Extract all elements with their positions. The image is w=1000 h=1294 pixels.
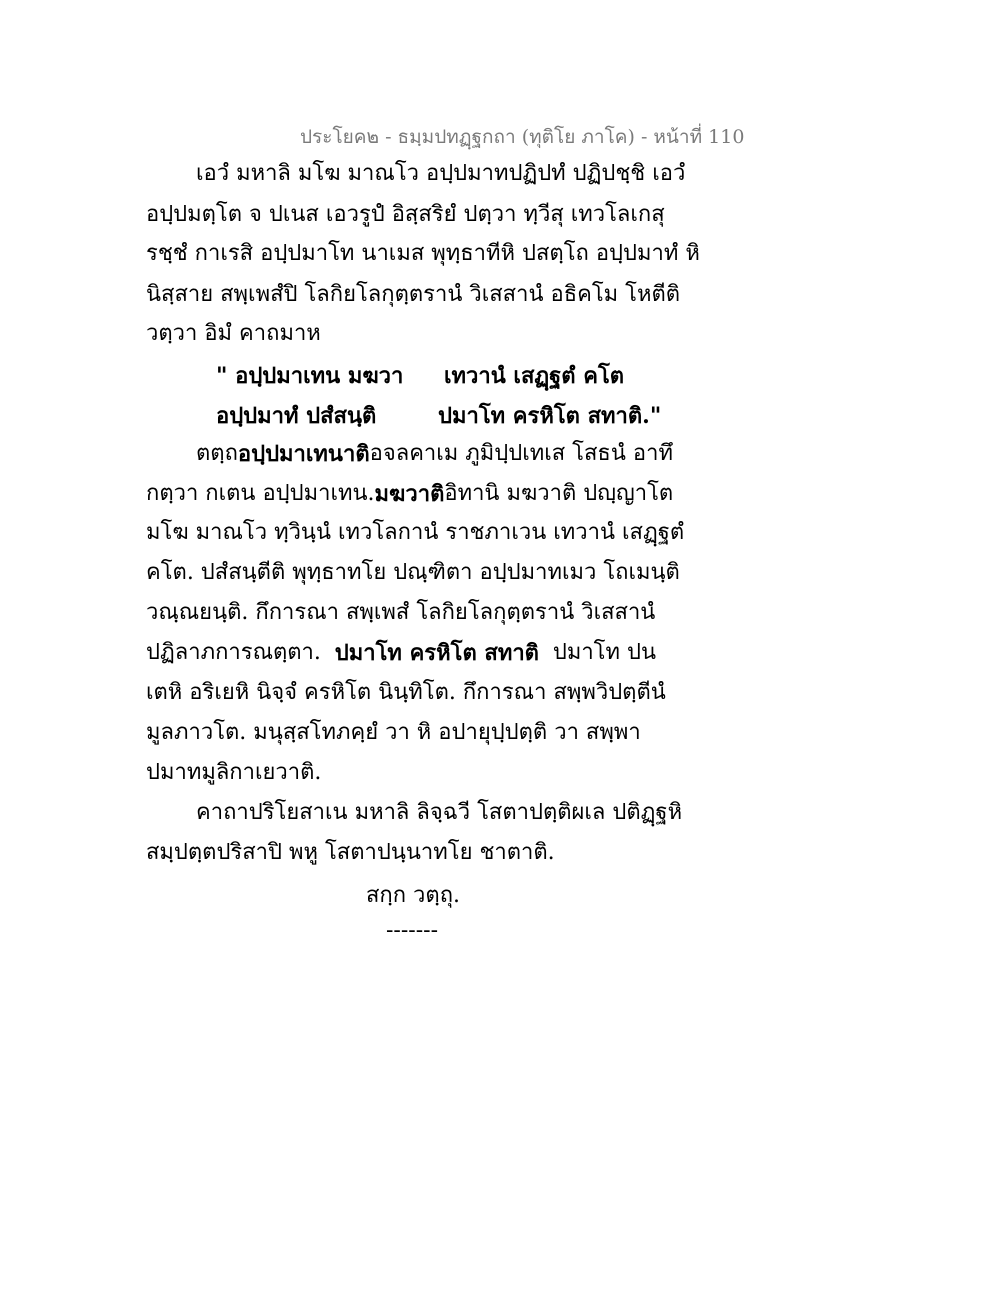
text-line: [146, 517, 685, 549]
text-line: [146, 757, 656, 789]
line-text: กตฺวา กเตน อปฺปมาเทน.: [146, 481, 375, 506]
line-text: ปมาทมูลิกาเยวาติ.: [146, 760, 322, 785]
text-line: [146, 677, 666, 709]
text-line: [146, 837, 656, 869]
text-line: [146, 318, 656, 350]
line-text: วณฺณยนฺติ. กึการณา สพฺเพสํ โลกิยโลกุตฺตรานํ วิเสสานํ: [146, 600, 656, 625]
line-text: เอวํ มหาลิ มโฆ มาณโว อปฺปมาทปฏิปทํ ปฏิปชฺชิ เอวํ: [196, 161, 686, 186]
text-line: [146, 717, 656, 749]
line-text: คาถาปริโยสาเน มหาลิ ลิจฺฉวี โสตาปตฺติผเล ปติฏฺฐหิ: [196, 800, 683, 825]
verse-line-2b: ปมาโท ครหิโต สทาติ.": [438, 403, 662, 429]
line-text: รชฺชํ กาเรสิ อปฺปมาโท นาเมส พุทฺธาทีหิ ปสตฺโถ อปฺปมาทํ หิ: [146, 241, 700, 266]
line-text: นิสฺสาย สพฺเพสํปิ โลกิยโลกุตฺตรานํ วิเสสานํ อธิคโม โหตีติ: [146, 282, 681, 307]
line-text: ปฏิลาภการณตฺตา.: [146, 640, 321, 665]
line-text: ตตฺถ: [196, 441, 238, 466]
text-line: [196, 797, 683, 829]
text-line: [196, 158, 686, 190]
text-line: [146, 238, 700, 270]
term-bold: มฆวาติ: [374, 481, 445, 507]
text-line: [146, 279, 681, 311]
line-text: อปฺปมตฺโต จ ปเนส เอวรูปํ อิสฺสริยํ ปตฺวา ทฺวีสุ เทวโลเกสุ: [146, 202, 665, 227]
line-text: อจลคาเม ภูมิปฺปเทเส โสธนํ อาทึ: [369, 441, 673, 466]
text-line: [146, 199, 665, 231]
text-line: [146, 637, 656, 669]
divider: -------: [386, 918, 439, 943]
line-text: สมฺปตฺตปริสาปิ พหู โสตาปนฺนาทโย ชาตาติ.: [146, 840, 555, 865]
text-line: [146, 597, 656, 629]
line-text: วตฺวา อิมํ คาถมาห: [146, 321, 321, 346]
line-text: เตหิ อริเยหิ นิจฺจํ ครหิโต นินฺทิโต. กึการณา สพฺพวิปตฺตีนํ: [146, 680, 666, 705]
page-header: ประโยค๒ - ธมฺมปทฏฺฐกถา (ทุติโย ภาโค) - หน้าที่ 110: [300, 126, 745, 148]
verse-line-2a: อปฺปมาทํ ปสํสนฺติ: [216, 403, 377, 429]
term-bold: ปมาโท ครหิโต สทาติ: [334, 640, 539, 666]
verse-line-1b: เทวานํ เสฏฺฐตํ คโต: [444, 363, 625, 389]
line-text: มโฆ มาณโว ทฺวินฺนํ เทวโลกานํ ราชภาเวน เทวานํ เสฏฺฐตํ: [146, 520, 685, 545]
verse-line-1a: " อปฺปมาเทน มฆวา: [216, 363, 404, 389]
text-line: [146, 478, 674, 510]
story-end: สกฺก วตฺถุ.: [366, 883, 461, 908]
line-text: ปมาโท ปน: [552, 640, 656, 665]
line-text: คโต. ปสํสนฺตีติ พุทฺธาทโย ปณฺฑิตา อปฺปมาทเมว โถเมนฺติ: [146, 560, 680, 585]
text-line: [146, 557, 680, 589]
text-line: [196, 438, 673, 470]
line-text: อิทานิ มฆวาติ ปญฺญาโต: [444, 481, 674, 506]
term-bold: อปฺปมาเทนาติ: [237, 441, 370, 467]
line-text: มูลภาวโต. มนุสฺสโทภคฺยํ วา หิ อปายุปฺปตฺติ วา สพฺพา: [146, 720, 641, 745]
